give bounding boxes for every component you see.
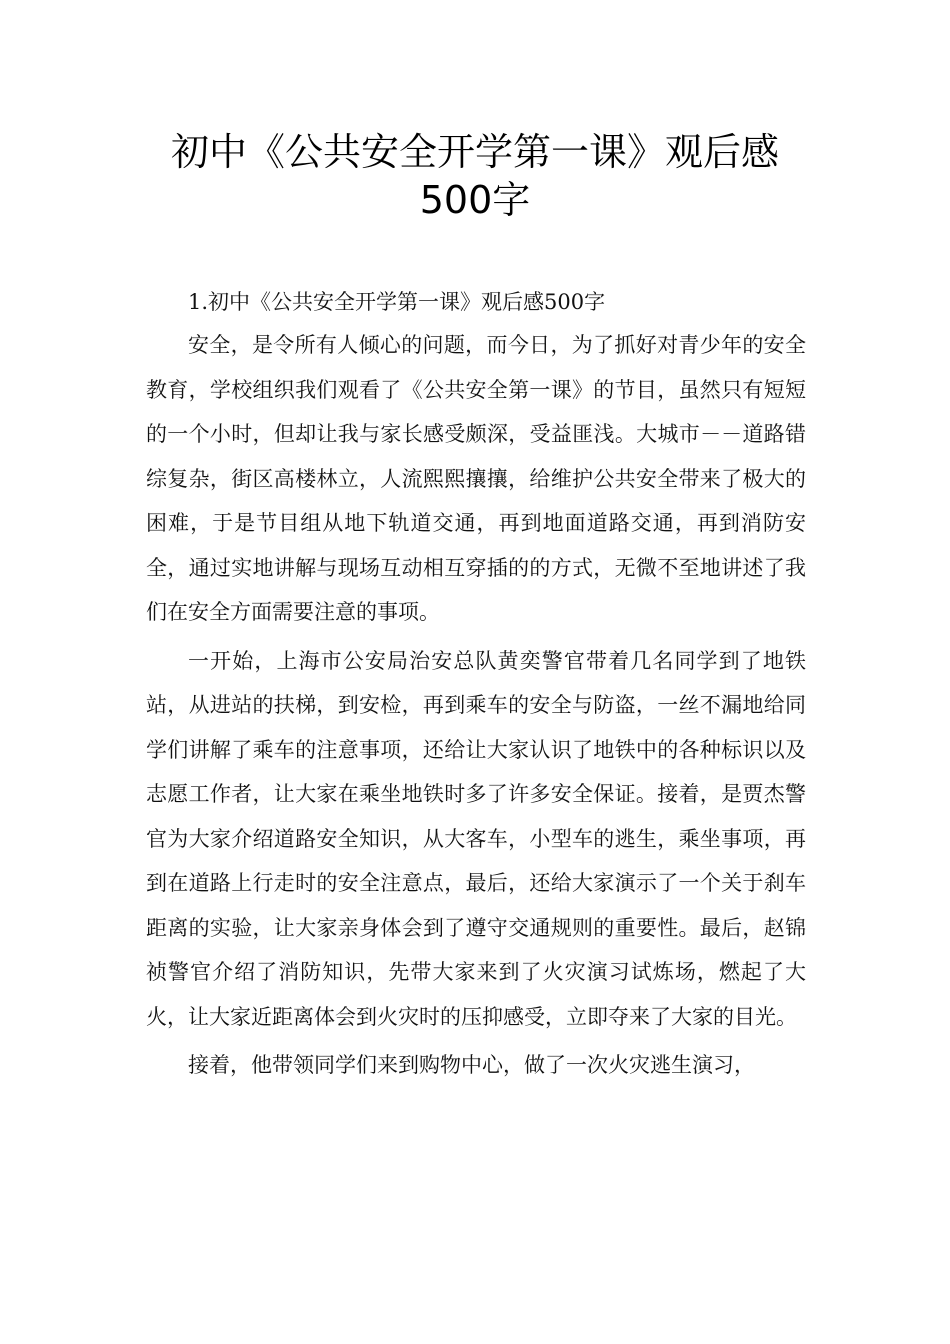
title-line-1: 初中《公共安全开学第一课》观后感	[170, 130, 779, 174]
document-body	[146, 286, 806, 1092]
paragraph: 接着，他带领同学们来到购物中心，做了一次火灾逃生演习，	[188, 1053, 755, 1077]
document-title	[0, 128, 950, 224]
title-line-2: 500字	[419, 178, 531, 222]
paragraph: 一开始，上海市公安局治安总队黄奕警官带着几名同学到了地铁站，从进站的扶梯，到安检，再到乘车的安全与防盗，一丝不漏地给同学们讲解了乘车的注意事项，还给让大家认识了地铁中的各种标识以及志愿工作者，让大家在乘坐地铁时多了许多安全保证。接着，是贾杰警官为大家介绍道路安全知识，从大客车，小型车的逃生，乘坐事项，再到在道路上行走时的安全注意点，最后，还给大家演示了一个关于刹车距离的实验，让大家亲身体会到了遵守交通规则的重要性。最后，赵锦祯警官介绍了消防知识，先带大家来到了火灾演习试炼场，燃起了大火，让大家近距离体会到火灾时的压抑感受，立即夺来了大家的目光。	[146, 648, 806, 1029]
section-heading: 1.初中《公共安全开学第一课》观后感500字	[188, 290, 606, 314]
paragraph: 安全，是令所有人倾心的问题，而今日，为了抓好对青少年的安全教育，学校组织我们观看了《公共安全第一课》的节目，虽然只有短短的一个小时，但却让我与家长感受颇深，受益匪浅。大城市－－道路错综复杂，街区高楼林立，人流熙熙攘攘，给维护公共安全带来了极大的困难，于是节目组从地下轨道交通，再到地面道路交通，再到消防安全，通过实地讲解与现场互动相互穿插的的方式，无微不至地讲述了我们在安全方面需要注意的事项。	[146, 333, 806, 624]
